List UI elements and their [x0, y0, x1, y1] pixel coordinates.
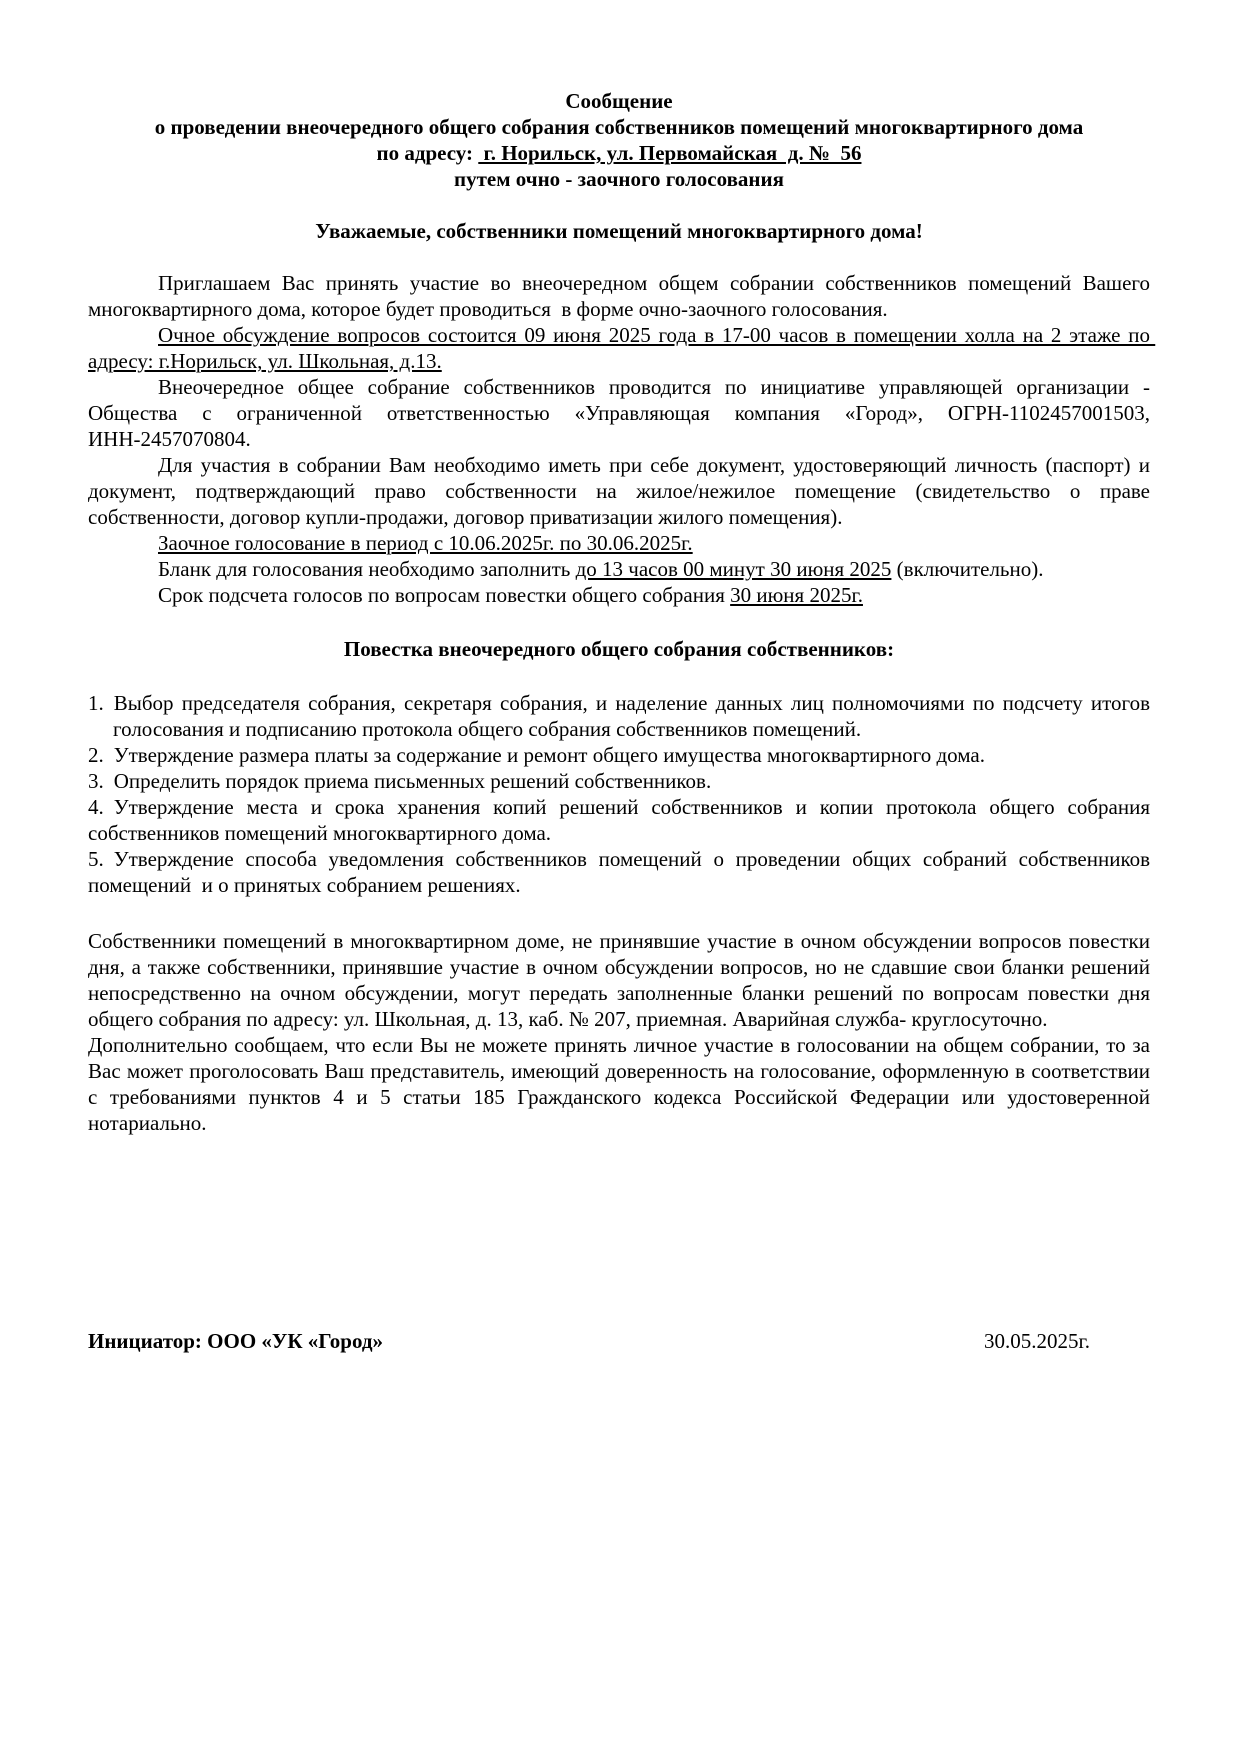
agenda-item-4-number: 4. [88, 795, 104, 819]
agenda-list [88, 690, 1156, 898]
footer-initiator: Инициатор: ООО «УК «Город» [88, 1329, 384, 1353]
document-title-line3 [88, 140, 1150, 166]
agenda-item-2-text: Утверждение размера платы за содержание и ремонт общего имущества многоквартирного дома. [113, 743, 985, 767]
agenda-item-4-text: Утверждение места и срока хранения копий решений собственников и копии протокола общего собрания собственников помещений многоквартирного дома. [88, 795, 1156, 845]
agenda-item-3-number: 3. [88, 769, 104, 793]
agenda-item-1-number: 1. [88, 691, 104, 715]
agenda-item-3 [88, 768, 1150, 794]
salutation: Уважаемые, собственники помещений многоквартирного дома! [315, 219, 923, 243]
agenda-item-5 [88, 846, 1156, 898]
ballot-deadline-prefix: Бланк для голосования необходимо заполнить [158, 557, 576, 581]
paragraph-required-documents: Для участия в собрании Вам необходимо иметь при себе документ, удостоверяющий личность (паспорт) и документ, подтверждающий право собственности на жилое/нежилое помещение (свидетельство о праве собственности, договор купли-продажи, договор приватизации жилого помещения). [88, 453, 1156, 529]
agenda-heading: Повестка внеочередного общего собрания собственников: [343, 637, 895, 661]
document-title-line2: о проведении внеочередного общего собрания собственников помещений многоквартирного дома [154, 115, 1084, 139]
paragraph-vote-counting [88, 582, 1150, 608]
vote-counting-date: 30 июня 2025г. [730, 583, 863, 607]
agenda-item-5-text: Утверждение способа уведомления собственников помещений о проведении общих собраний собственников помещений и о принятых собранием решениях. [88, 847, 1156, 897]
agenda-item-5-number: 5. [88, 847, 104, 871]
document-title-line1: Сообщение [565, 89, 673, 113]
address-label: по адресу: [376, 141, 479, 165]
agenda-item-4 [88, 794, 1156, 846]
agenda-item-2-number: 2. [88, 743, 104, 767]
absentee-voting-period: Заочное голосование в период с 10.06.2025г. по 30.06.2025г. [158, 531, 693, 555]
vote-counting-prefix: Срок подсчета голосов по вопросам повестки общего собрания [158, 583, 731, 607]
agenda-item-1 [88, 690, 1156, 742]
paragraph-proxy-voting: Дополнительно сообщаем, что если Вы не можете принять личное участие в голосовании на общем собрании, то за Вас может проголосовать Ваш представитель, имеющий доверенность на голосование, оформленную в соответствии с требованиями пунктов 4 и 5 статьи 185 Гражданского кодекса Российской Федерации или удостоверенной нотариально. [88, 1033, 1156, 1135]
ballot-deadline-date: до 13 часов 00 минут 30 июня 2025 [575, 557, 892, 581]
document-title-line4: путем очно - заочного голосования [453, 167, 784, 191]
paragraph-ballot-deadline [88, 556, 1150, 582]
agenda-item-3-text: Определить порядок приема письменных решений собственников. [113, 769, 712, 793]
paragraph-invitation: Приглашаем Вас принять участие во внеочередном общем собрании собственников помещений Вашего многоквартирного дома, которое будет проводиться в форме очно-заочного голосования. [88, 271, 1156, 321]
in-person-meeting-details: Очное обсуждение вопросов состоится 09 июня 2025 года в 17-00 часов в помещении холла на 2 этаже по адресу: г.Норильск, ул. Школьная, д.13. [88, 323, 1156, 373]
paragraph-in-person-meeting [88, 322, 1156, 374]
agenda-item-1-text: Выбор председателя собрания, секретаря собрания, и наделение данных лиц полномочиями по подсчету итогов голосования и подписанию протокола общего собрания собственников помещений. [113, 691, 1156, 741]
paragraph-initiator-org: Внеочередное общее собрание собственников проводится по инициативе управляющей организации - Общества с ограниченной ответственностью «Управляющая компания «Город», ОГРН-1102457001503, ИНН-2457070804. [88, 375, 1156, 451]
address-value: г. Норильск, ул. Первомайская д. № 56 [478, 141, 862, 165]
paragraph-ballot-submission: Собственники помещений в многоквартирном доме, не принявшие участие в очном обсуждении вопросов повестки дня, а также собственники, принявшие участие в очном обсуждении вопросов, но не сдавшие свои бланки решений непосредственно на очном обсуждении, могут передать заполненные бланки решений по вопросам повестки дня общего собрания по адресу: ул. Школьная, д. 13, каб. № 207, приемная. Аварийная служба- круглосуточно. [88, 929, 1156, 1031]
ballot-deadline-suffix: (включительно). [891, 557, 1044, 581]
footer-date: 30.05.2025г. [984, 1329, 1090, 1353]
footer [88, 1328, 1150, 1354]
agenda-item-2 [88, 742, 1150, 768]
paragraph-absentee-voting-period [88, 530, 1150, 556]
